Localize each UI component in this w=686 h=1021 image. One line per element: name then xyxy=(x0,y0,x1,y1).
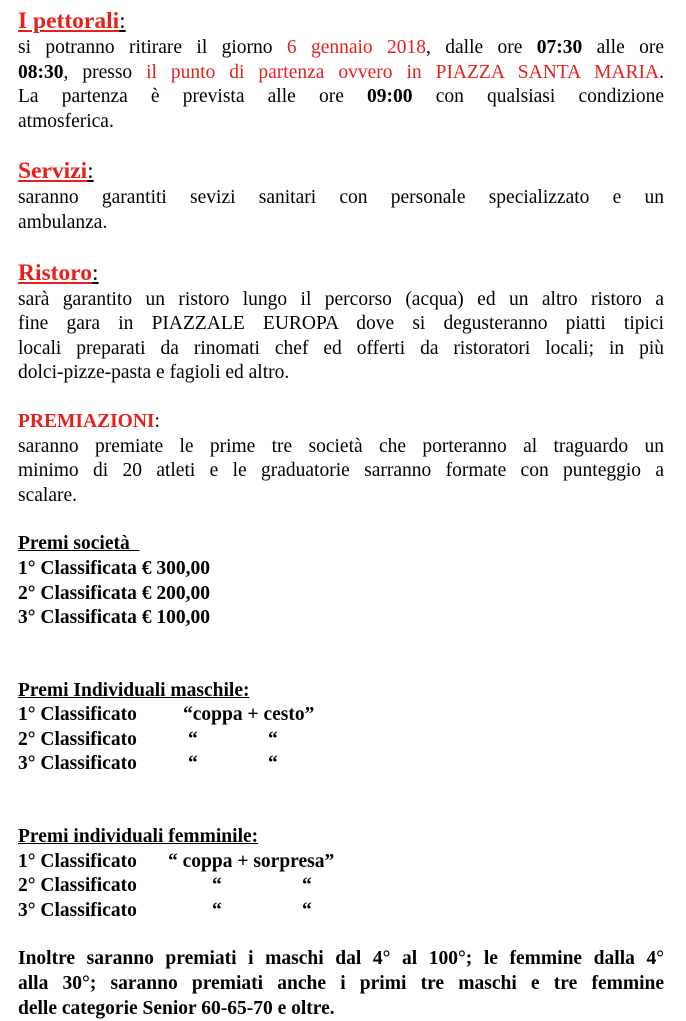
final-note-line-2: alla 30°; saranno premiati anche i primi tre maschi e tre femmine xyxy=(18,973,664,995)
premi-societa-row: 3° Classificata € 100,00 xyxy=(18,607,210,629)
premi-maschile-row xyxy=(18,752,664,777)
ristoro-line-4: dolci-pizze-pasta e fagioli ed altro. xyxy=(18,362,290,384)
pettorali-line-4: atmosferica. xyxy=(18,110,114,132)
premi-femminile-heading xyxy=(18,825,664,850)
premi-maschile-heading xyxy=(18,679,664,704)
spacer xyxy=(18,777,664,825)
ristoro-heading xyxy=(18,260,664,288)
section-premi-femminile xyxy=(18,825,664,923)
pettorali-line-1 xyxy=(18,36,664,61)
servizi-heading xyxy=(18,158,664,186)
premi-societa-title: Premi società xyxy=(18,533,140,555)
prize-description: “coppa + cesto” xyxy=(183,704,315,726)
pettorali-time-start: 07:30 xyxy=(536,37,583,58)
ristoro-colon: : xyxy=(91,259,99,286)
final-note-line-1: Inoltre saranno premiati i maschi dal 4° al 100°; le femmine dalla 4° xyxy=(18,948,664,970)
prize-place: 2° Classificato xyxy=(18,875,137,897)
prize-place: 1° Classificato xyxy=(18,850,137,872)
section-premiazioni xyxy=(18,410,664,508)
pettorali-line-3 xyxy=(18,85,664,110)
pettorali-text: con qualsiasi condizione xyxy=(412,86,664,108)
premiazioni-title: PREMIAZIONI xyxy=(18,410,155,432)
spacer xyxy=(18,236,664,260)
pettorali-text: , dalle ore xyxy=(426,37,537,58)
pettorali-line-2 xyxy=(18,61,664,86)
section-pettorali xyxy=(18,8,664,134)
prize-description: “ coppa + sorpresa” xyxy=(168,850,335,872)
prize-ditto-mark: “ xyxy=(188,753,198,775)
spacer xyxy=(18,134,664,158)
final-note-line-3: delle categorie Senior 60-65-70 e oltre. xyxy=(18,997,335,1019)
servizi-line-2: ambulanza. xyxy=(18,211,108,233)
pettorali-location: il punto di partenza ovvero in PIAZZA SANTA MARIA xyxy=(146,61,660,83)
prize-place: 1° Classificato xyxy=(18,704,137,726)
section-final-note xyxy=(18,947,664,1021)
prize-ditto-mark: “ xyxy=(212,875,222,897)
spacer xyxy=(18,508,664,532)
section-ristoro xyxy=(18,260,664,386)
prize-ditto-mark: “ xyxy=(302,875,312,897)
pettorali-text: . xyxy=(659,61,664,83)
premi-societa-row: 2° Classificata € 200,00 xyxy=(18,582,210,604)
servizi-title: Servizi xyxy=(18,158,88,185)
premiazioni-colon: : xyxy=(154,410,160,432)
spacer xyxy=(18,631,664,679)
pettorali-text: si potranno ritirare il giorno xyxy=(18,37,287,58)
spacer xyxy=(18,386,664,410)
servizi-line-1: saranno garantiti sevizi sanitari con personale specializzato e un xyxy=(18,187,664,209)
spacer xyxy=(18,923,664,947)
premi-femminile-title: Premi individuali femminile: xyxy=(18,826,259,848)
pettorali-text: La partenza è prevista alle ore xyxy=(18,86,368,108)
pettorali-colon: : xyxy=(119,8,126,34)
premiazioni-line-2: minimo di 20 atleti e le graduatorie sarranno formate con punteggio a xyxy=(18,460,664,482)
ristoro-line-3: locali preparati da rinomati chef ed offerti da ristoratori locali; in più xyxy=(18,337,664,359)
premi-societa-heading xyxy=(18,532,664,557)
pettorali-text: alle ore xyxy=(582,37,665,58)
premiazioni-line-3: scalare. xyxy=(18,484,77,506)
pettorali-title: I pettorali xyxy=(18,8,120,34)
ristoro-title: Ristoro xyxy=(18,259,92,286)
premiazioni-line-1: saranno premiate le prime tre società che porteranno al traguardo un xyxy=(18,435,664,457)
pettorali-time-race: 09:00 xyxy=(367,86,413,108)
premi-maschile-row xyxy=(18,703,664,728)
premi-societa-row: 1° Classificata € 300,00 xyxy=(18,557,210,579)
pettorali-heading xyxy=(18,8,664,36)
prize-ditto-mark: “ xyxy=(212,899,222,921)
premi-femminile-row xyxy=(18,874,664,899)
ristoro-line-2: fine gara in PIAZZALE EUROPA dove si degusteranno piatti tipici xyxy=(18,313,664,335)
prize-ditto-mark: “ xyxy=(268,728,278,750)
section-servizi xyxy=(18,158,664,235)
section-premi-societa xyxy=(18,532,664,630)
servizi-colon: : xyxy=(87,158,94,185)
pettorali-date: 6 gennaio 2018 xyxy=(286,37,427,58)
premiazioni-heading xyxy=(18,410,664,435)
prize-place: 2° Classificato xyxy=(18,728,137,750)
prize-ditto-mark: “ xyxy=(188,728,198,750)
premi-maschile-row xyxy=(18,728,664,753)
premi-femminile-row xyxy=(18,850,664,875)
pettorali-time-end: 08:30 xyxy=(18,61,64,83)
pettorali-text: , presso xyxy=(63,61,147,83)
section-premi-maschile xyxy=(18,679,664,777)
premi-maschile-title: Premi Individuali maschile: xyxy=(18,679,250,701)
ristoro-line-1: sarà garantito un ristoro lungo il percorso (acqua) ed un altro ristoro a xyxy=(18,288,664,310)
premi-femminile-row xyxy=(18,899,664,924)
prize-ditto-mark: “ xyxy=(302,899,312,921)
prize-place: 3° Classificato xyxy=(18,899,137,921)
prize-place: 3° Classificato xyxy=(18,753,137,775)
prize-ditto-mark: “ xyxy=(268,753,278,775)
